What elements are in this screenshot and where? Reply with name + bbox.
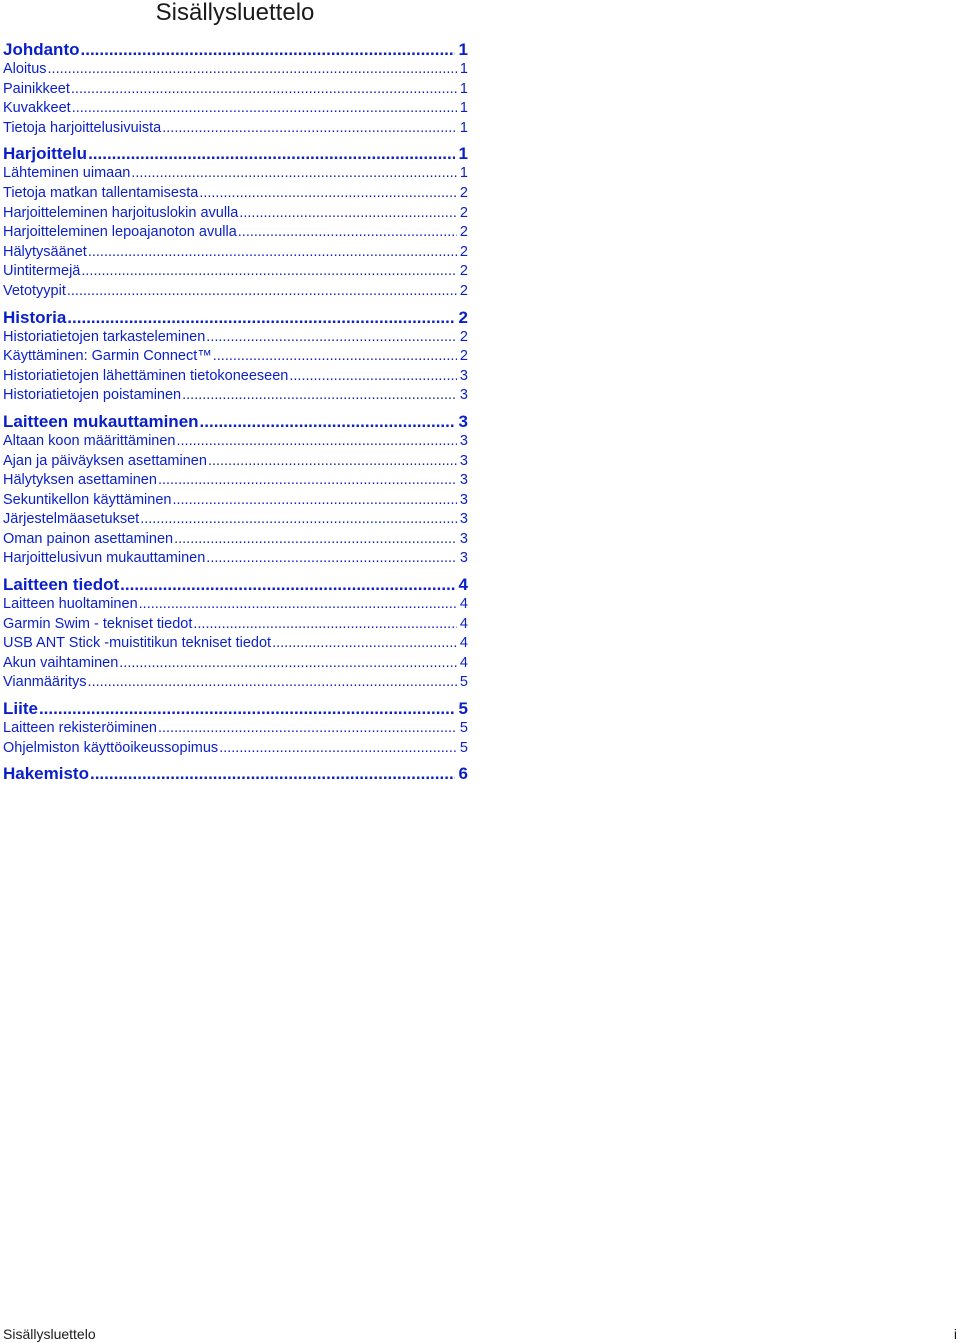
toc-entry-page: 2 <box>459 204 468 221</box>
toc-entry-page: 1 <box>459 100 468 117</box>
toc-section-heading-page: 3 <box>458 411 468 431</box>
dot-leader <box>208 452 457 472</box>
dot-leader <box>272 634 457 654</box>
toc-entry[interactable] <box>3 328 468 348</box>
toc-section <box>3 40 468 138</box>
dot-leader <box>177 432 457 452</box>
dot-leader <box>39 699 455 719</box>
toc-section-heading-page: 1 <box>458 144 468 164</box>
toc-entry-label: Harjoitteleminen lepoajanoton avulla <box>3 224 237 241</box>
toc-entry-label: Akun vaihtaminen <box>3 654 119 671</box>
toc-entry-page: 4 <box>459 596 468 613</box>
toc-entry-label: Käyttäminen: Garmin Connect™ <box>3 348 212 365</box>
dot-leader <box>172 491 456 511</box>
dot-leader <box>120 575 454 595</box>
toc-section-heading-page: 2 <box>458 307 468 327</box>
dot-leader <box>140 510 457 530</box>
toc-entry[interactable] <box>3 367 468 387</box>
toc-section-heading[interactable] <box>3 144 468 164</box>
toc-entry-page: 2 <box>459 243 468 260</box>
toc-entry-label: Lähteminen uimaan <box>3 165 131 182</box>
dot-leader <box>162 119 457 139</box>
toc-entry[interactable] <box>3 119 468 139</box>
toc-entry-label: Kuvakkeet <box>3 100 71 117</box>
toc-entry[interactable] <box>3 80 468 100</box>
toc-section <box>3 764 468 784</box>
toc-entry-label: Tietoja harjoittelusivuista <box>3 119 162 136</box>
toc-entry[interactable] <box>3 386 468 406</box>
toc-entry[interactable] <box>3 262 468 282</box>
dot-leader <box>239 204 457 224</box>
toc-entry-page: 2 <box>459 348 468 365</box>
toc-entry-page: 2 <box>459 224 468 241</box>
dot-leader <box>213 347 457 367</box>
dot-leader <box>88 144 454 164</box>
toc-entry-page: 3 <box>459 491 468 508</box>
dot-leader <box>238 223 457 243</box>
toc-entry-page: 1 <box>459 165 468 182</box>
dot-leader <box>193 615 457 635</box>
toc-entry-label: Uintitermejä <box>3 263 81 280</box>
dot-leader <box>139 595 457 615</box>
toc-entry-page: 3 <box>459 530 468 547</box>
toc-section-heading[interactable] <box>3 575 468 595</box>
toc-entry-label: Vianmääritys <box>3 674 87 691</box>
toc-section-heading-page: 4 <box>458 575 468 595</box>
dot-leader <box>90 764 455 784</box>
toc-entry-label: Painikkeet <box>3 80 70 97</box>
toc-entry[interactable] <box>3 510 468 530</box>
page-title: Sisällysluettelo <box>155 0 315 26</box>
dot-leader <box>88 673 457 693</box>
toc-entry[interactable] <box>3 719 468 739</box>
toc-entry[interactable] <box>3 673 468 693</box>
footer-page-number: i <box>953 1326 957 1342</box>
toc-entry-label: Ohjelmiston käyttöoikeussopimus <box>3 739 219 756</box>
toc-section-heading-label: Hakemisto <box>3 764 89 784</box>
toc-entry[interactable] <box>3 282 468 302</box>
toc-section <box>3 412 468 569</box>
toc-entry-label: Historiatietojen lähettäminen tietokoneeseen <box>3 367 289 384</box>
toc-section <box>3 575 468 693</box>
toc-entry[interactable] <box>3 99 468 119</box>
dot-leader <box>119 654 457 674</box>
toc-entry[interactable] <box>3 184 468 204</box>
toc-entry-page: 3 <box>459 472 468 489</box>
dot-leader <box>81 262 457 282</box>
dot-leader <box>88 243 457 263</box>
dot-leader <box>182 386 457 406</box>
dot-leader <box>131 164 457 184</box>
toc-section-heading-page: 5 <box>458 699 468 719</box>
toc-entry[interactable] <box>3 595 468 615</box>
toc-section-heading-label: Harjoittelu <box>3 144 88 164</box>
toc-entry-page: 5 <box>459 739 468 756</box>
toc-entry-page: 3 <box>459 550 468 567</box>
toc-section-heading-label: Laitteen mukauttaminen <box>3 411 199 431</box>
toc-entry-page: 1 <box>459 61 468 77</box>
toc-entry-label: Historiatietojen tarkasteleminen <box>3 328 206 345</box>
dot-leader <box>174 530 457 550</box>
toc-entry-label: Vetotyypit <box>3 282 66 299</box>
toc-entry-page: 5 <box>459 674 468 691</box>
toc-entry-page: 2 <box>459 282 468 299</box>
toc-section <box>3 144 468 301</box>
toc-entry[interactable] <box>3 654 468 674</box>
dot-leader <box>71 80 457 100</box>
toc-section-heading[interactable] <box>3 699 468 719</box>
toc-entry[interactable] <box>3 530 468 550</box>
toc-entry-page: 3 <box>459 452 468 469</box>
toc-entry-page: 5 <box>459 720 468 737</box>
toc-entry[interactable] <box>3 471 468 491</box>
toc-entry-label: Tietoja matkan tallentamisesta <box>3 184 199 201</box>
toc-entry[interactable] <box>3 549 468 569</box>
toc-section-heading[interactable] <box>3 308 468 328</box>
toc-entry[interactable] <box>3 204 468 224</box>
toc-section-heading-label: Johdanto <box>3 40 80 59</box>
toc-entry[interactable] <box>3 634 468 654</box>
dot-leader <box>158 471 457 491</box>
toc-entry-label: USB ANT Stick -muistitikun tekniset tiedot <box>3 635 272 652</box>
toc-entry[interactable] <box>3 164 468 184</box>
toc-entry-label: Harjoittelusivun mukauttaminen <box>3 550 206 567</box>
toc-entry-label: Hälytysäänet <box>3 243 87 260</box>
toc-entry-label: Harjoitteleminen harjoituslokin avulla <box>3 204 239 221</box>
dot-leader <box>48 60 457 80</box>
toc-entry-label: Oman painon asettaminen <box>3 530 174 547</box>
dot-leader <box>72 99 457 119</box>
toc-section-heading-label: Laitteen tiedot <box>3 575 120 595</box>
table-of-contents <box>3 40 468 784</box>
toc-entry-label: Aloitus <box>3 61 47 77</box>
toc-entry[interactable] <box>3 615 468 635</box>
toc-entry-label: Ajan ja päiväyksen asettaminen <box>3 452 207 469</box>
dot-leader <box>158 719 457 739</box>
dot-leader <box>67 282 457 302</box>
toc-entry-label: Hälytyksen asettaminen <box>3 472 157 489</box>
toc-section-heading[interactable] <box>3 40 468 60</box>
toc-entry[interactable] <box>3 491 468 511</box>
toc-entry-label: Laitteen huoltaminen <box>3 596 138 613</box>
toc-entry[interactable] <box>3 243 468 263</box>
dot-leader <box>206 549 457 569</box>
toc-section-heading-label: Liite <box>3 699 38 719</box>
toc-entry[interactable] <box>3 452 468 472</box>
dot-leader <box>81 40 455 60</box>
toc-section <box>3 699 468 758</box>
toc-entry[interactable] <box>3 432 468 452</box>
dot-leader <box>199 184 457 204</box>
toc-entry-label: Järjestelmäasetukset <box>3 511 140 528</box>
toc-entry-page: 1 <box>459 80 468 97</box>
dot-leader <box>289 367 457 387</box>
toc-section <box>3 308 468 406</box>
toc-entry-page: 3 <box>459 367 468 384</box>
toc-section-heading[interactable] <box>3 764 468 784</box>
toc-entry-label: Historiatietojen poistaminen <box>3 387 182 404</box>
dot-leader <box>219 739 457 759</box>
toc-entry-page: 2 <box>459 328 468 345</box>
toc-entry-label: Garmin Swim - tekniset tiedot <box>3 615 193 632</box>
toc-section-heading-label: Historia <box>3 307 67 327</box>
toc-entry[interactable] <box>3 223 468 243</box>
toc-entry-page: 3 <box>459 511 468 528</box>
toc-entry-label: Altaan koon määrittäminen <box>3 432 176 449</box>
toc-entry-page: 4 <box>459 615 468 632</box>
toc-section-heading-page: 6 <box>458 764 468 784</box>
dot-leader <box>200 412 455 432</box>
toc-entry-page: 4 <box>459 635 468 652</box>
dot-leader <box>206 328 457 348</box>
footer-section-name: Sisällysluettelo <box>3 1326 96 1342</box>
toc-entry[interactable] <box>3 60 468 80</box>
toc-entry-page: 3 <box>459 432 468 449</box>
toc-entry[interactable] <box>3 347 468 367</box>
toc-entry-page: 2 <box>459 184 468 201</box>
toc-entry-label: Laitteen rekisteröiminen <box>3 720 157 737</box>
dot-leader <box>67 308 454 328</box>
toc-entry-page: 2 <box>459 263 468 280</box>
toc-entry-page: 3 <box>459 387 468 404</box>
toc-entry-label: Sekuntikellon käyttäminen <box>3 491 172 508</box>
toc-section-heading-page: 1 <box>458 40 468 59</box>
toc-entry-page: 1 <box>459 119 468 136</box>
toc-entry-page: 4 <box>459 654 468 671</box>
toc-entry[interactable] <box>3 739 468 759</box>
toc-section-heading[interactable] <box>3 412 468 432</box>
